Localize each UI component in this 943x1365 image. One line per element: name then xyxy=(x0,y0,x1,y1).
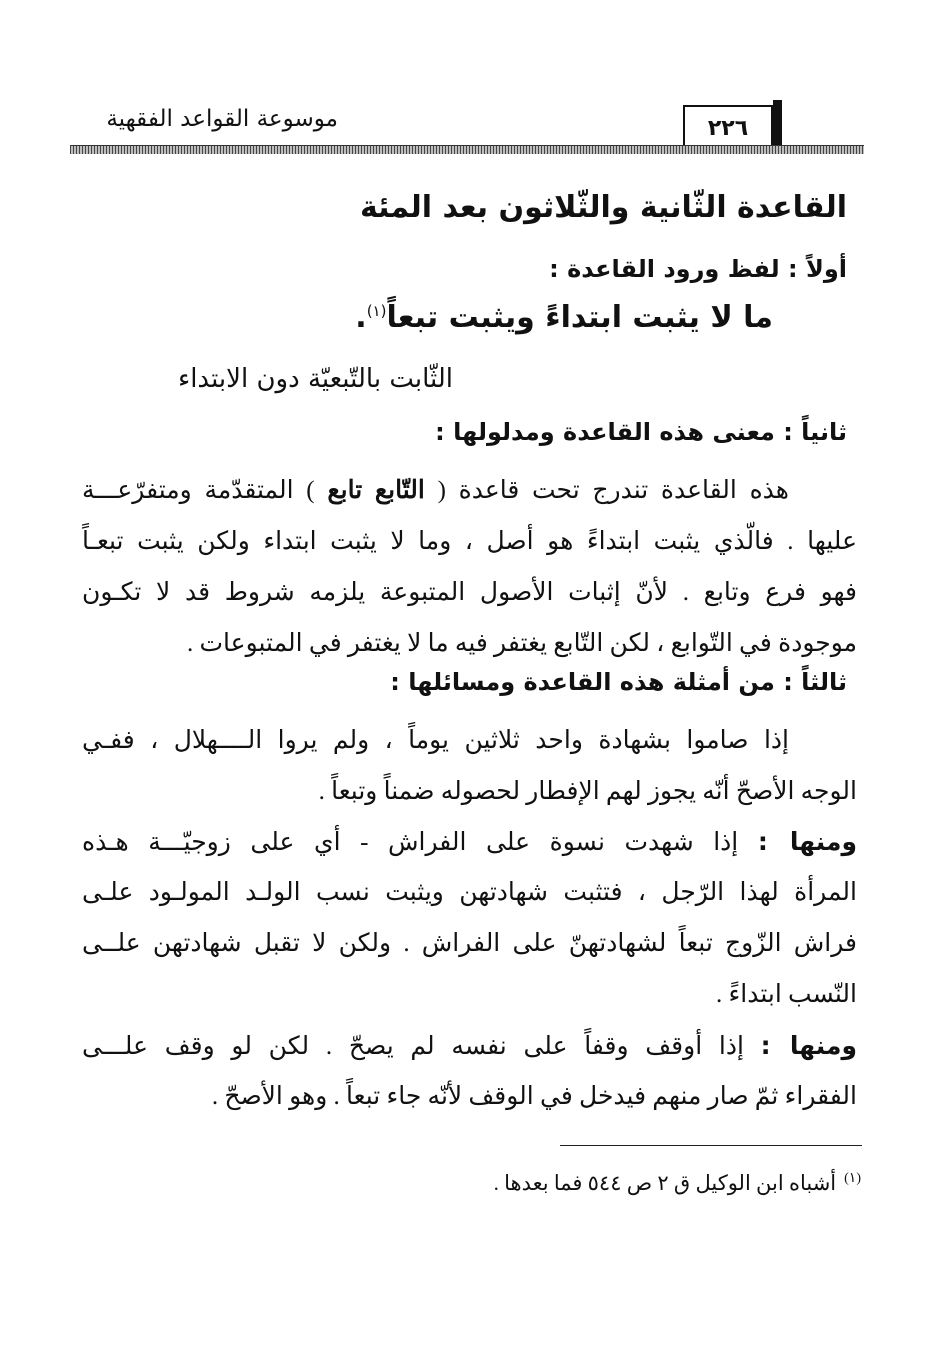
text-segment: هذه القاعدة تندرج تحت قاعدة ( xyxy=(437,477,789,504)
alternate-wording: الثّابت بالتّبعيّة دون الابتداء xyxy=(177,364,453,394)
text-line: الفقراء ثمّ صار منهم فيدخل في الوقف لأنّه جاء تبعاً . وهو الأصحّ . xyxy=(211,1083,857,1110)
footnote xyxy=(494,1170,861,1196)
footnote-divider xyxy=(560,1145,862,1146)
footnote-mark: (١) xyxy=(844,1171,861,1186)
text-line: فهو فرع وتابع . لأنّ إثبات الأصول المتبوعة يلزمه شروط قد لا تكـون xyxy=(82,579,857,606)
text-segment: ) المتقدّمة ومتفرّعـــة xyxy=(82,477,315,504)
example-paragraph-2 xyxy=(82,816,857,1020)
text-line: إذا صاموا بشهادة واحد ثلاثين يوماً ، ولم يروا الــــهلال ، ففـي xyxy=(82,727,789,754)
bold-term: التّابع تابع xyxy=(314,477,438,504)
text-line xyxy=(82,1020,857,1071)
example-paragraph-3 xyxy=(82,1020,857,1122)
footnote-text: أشباه ابن الوكيل ق ٢ ص ٥٤٤ فما بعدها . xyxy=(493,1171,837,1195)
text-line xyxy=(82,465,857,516)
rule-statement xyxy=(355,300,773,335)
text-line: النّسب ابتداءً . xyxy=(716,981,857,1008)
text-segment: إذا شهدت نسوة على الفراش - أي على زوجيّـــة هـذه xyxy=(82,829,758,856)
page-number: ٢٢٦ xyxy=(683,105,773,149)
text-line: الوجه الأصحّ أنّه يجوز لهم الإفطار لحصوله ضمناً وتبعاً . xyxy=(318,778,857,805)
example-lead: ومنها : xyxy=(757,827,857,856)
meaning-paragraph xyxy=(82,465,857,669)
section-heading-2: ثانياً : معنى هذه القاعدة ومدلولها : xyxy=(435,418,847,446)
rule-text: ما لا يثبت ابتداءً ويثبت تبعاً xyxy=(386,300,773,335)
section-heading-1: أولاً : لفظ ورود القاعدة : xyxy=(549,255,847,283)
example-lead: ومنها : xyxy=(760,1031,857,1060)
rule-title: القاعدة الثّانية والثّلاثون بعد المئة xyxy=(359,190,847,225)
text-line xyxy=(82,816,857,867)
text-line: المرأة لهذا الرّجل ، فتثبت شهادتهن ويثبت نسب الولـد المولـود علـى xyxy=(82,879,857,906)
text-line: عليها . فالّذي يثبت ابتداءً هو أصل ، وما لا يثبت ابتداء ولكن يثبت تبعـاً xyxy=(82,528,857,555)
footnote-ref: (١) xyxy=(366,302,387,320)
rule-end: . xyxy=(355,300,367,335)
book-title: موسوعة القواعد الفقهية xyxy=(106,106,338,132)
header-divider xyxy=(70,145,864,154)
example-paragraph-1 xyxy=(82,715,857,817)
section-heading-3: ثالثاً : من أمثلة هذه القاعدة ومسائلها : xyxy=(390,668,847,696)
text-line: موجودة في التّوابع ، لكن التّابع يغتفر فيه ما لا يغتفر في المتبوعات . xyxy=(187,630,857,657)
text-line: فراش الزّوج تبعاً لشهادتهنّ على الفراش . ولكن لا تقبل شهادتهن علــى xyxy=(82,930,857,957)
text-segment: إذا أوقف وقفاً على نفسه لم يصحّ . لكن لو وقف علـــى xyxy=(82,1033,761,1060)
